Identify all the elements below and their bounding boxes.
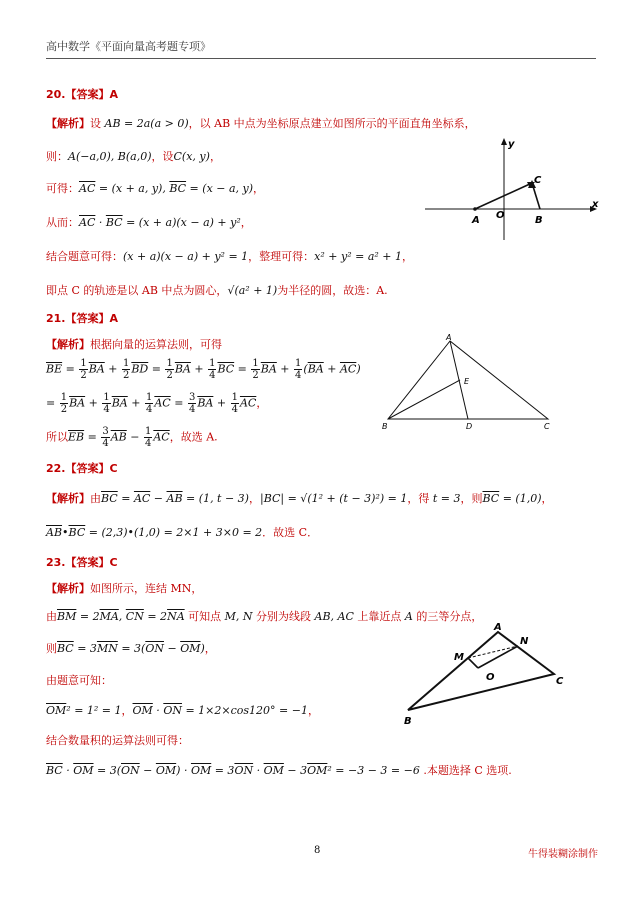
q23-label-o: O [486, 672, 495, 683]
q22-line2: $\overline{AB}•\overline{BC}$ = (2,3)•(1,0) = 2×1 + 3×0 = 2．故选 C． [46, 526, 319, 539]
q21-label-a: A [446, 333, 452, 342]
page-number: 8 [314, 845, 321, 856]
q23-label-a: A [494, 622, 502, 633]
q23-line-om [468, 658, 478, 668]
q23-line1: 【解析】如图所示，连结 MN， [46, 582, 203, 595]
q20-line1: 【解析】设 AB = 2a(a > 0)，以 AB 中点为坐标原点建立如图所示的平面直角坐标系， [46, 117, 476, 130]
q20-label-y: y [508, 139, 515, 150]
q22-answer: C [109, 462, 118, 475]
q20-heading [46, 86, 118, 102]
q21-line-be [388, 380, 460, 419]
q23-triangle [408, 632, 554, 710]
q21-line4: 所以$\overline{EB}$ = $\frac{3}{4}$ $\overline{AB}$ − $\frac{1}{4}$ $\overline{AC}$，故选 A. [46, 426, 218, 449]
q23-label-b: B [404, 716, 412, 727]
header-rule [46, 58, 596, 59]
q21-line2: $\overline{BE}$ = $\frac{1}{2}$ $\overline{BA}$ + $\frac{1}{2}$ $\overline{BD}$ = $\frac{1}{2}$ $\overline{BA}$ + $\frac{1}{4}$ $\overline{BC}$ = $\frac{1}{2}$ $\overline{BA}$ + $\frac{1}{4}$ $(\overline{BA} + \overline{AC})$ [46, 358, 361, 381]
q20-num: 20. [46, 88, 66, 101]
q21-label-d: D [466, 422, 473, 431]
q23-line-on [478, 646, 518, 668]
q21-heading: 21.【答案】A [46, 312, 119, 325]
q21-answer: A [109, 312, 119, 325]
q23-answer: C [109, 556, 118, 569]
q20-label-o: O [496, 210, 505, 221]
footer-credit: 牛得装糊涂制作 [528, 849, 598, 860]
q20-answer: A [109, 88, 119, 101]
q21-line3: = $\frac{1}{2}$ $\overline{BA}$ + $\frac{1}{4}$ $\overline{BA}$ + $\frac{1}{4}$ $\overline{AC}$ = $\frac{3}{4}$ $\overline{BA}$ + $\frac{1}{4}$ $\overline{AC}$， [46, 392, 268, 415]
q23-figure [396, 618, 576, 730]
q23-line5: $\overline{OM}^2 = 1^2 = 1$，$\overline{OM} \cdot \overline{ON} = 1\times 2\times\cos 120^\circ = -1$， [46, 704, 319, 717]
q20-y-arrow [501, 138, 507, 145]
q20-figure [420, 135, 600, 245]
q21-label-b: B [382, 422, 388, 431]
q22-line1: 【解析】由$\overline{BC} = \overline{AC} - \overline{AB} = (1$, t − 3)，|BC| = √(1² + (t − 3)²) = 1，得 t = 3，则$\overline{BC} = (1,0)$， [46, 492, 553, 505]
q20-label-a: A [472, 215, 480, 226]
q23-heading: 23.【答案】C [46, 556, 118, 569]
q20-answer-label: 【答案】 [65, 88, 110, 101]
q21-figure [380, 333, 560, 433]
q22-heading: 22.【答案】C [46, 462, 118, 475]
q20-line4: 从而：$\overline{AC} \cdot \overline{BC} = (x + a)(x - a) + y^2$， [46, 216, 252, 229]
q20-line6: 即点 C 的轨迹是以 AB 中点为圆心，√(a² + 1)为半径的圆，故选：A. [46, 284, 388, 297]
q23-label-n: N [520, 636, 529, 647]
q23-line2: 由$\overline{BM} = 2\overline{MA}$, $\overline{CN} = 2\overline{NA}$ 可知点 M, N 分别为线段 AB, AC 上靠近点 A 的三等分点， [46, 610, 483, 623]
q23-line3: 则$\overline{BC} = 3\overline{MN} = 3(\overline{ON} - \overline{OM})$， [46, 642, 216, 655]
q21-label-c: C [544, 422, 550, 431]
q20-label-c: C [534, 175, 542, 186]
q23-line6: 结合数量积的运算法则可得： [46, 734, 189, 747]
q20-label-x: x [592, 199, 599, 210]
q20-line2: 则：A(−a,0), B(a,0)，设C(x, y)， [46, 150, 221, 163]
page-header: 高中数学《平面向量高考题专项》 [46, 40, 211, 53]
q23-label-c: C [556, 676, 564, 687]
q23-line7: $\overline{BC} \cdot \overline{OM} = 3(\overline{ON} - \overline{OM}) \cdot \overline{OM} = 3\overline{ON} \cdot \overline{OM} - 3\overline{OM}^2 = -3 - 3 = -6$ .本题选择 C 选项. [46, 764, 512, 777]
q23-label-m: M [454, 652, 464, 663]
q21-label-e: E [464, 377, 470, 386]
q20-line5: 结合题意可得：(x + a)(x − a) + y² = 1，整理可得：x² + y² = a² + 1， [46, 250, 413, 263]
q23-line4: 由题意可知： [46, 674, 112, 687]
q21-line1: 【解析】根据向量的运算法则，可得 [46, 338, 222, 351]
q20-point-a [473, 207, 477, 211]
q20-label-b: B [535, 215, 543, 226]
q20-analysis-label: 【解析】 [46, 117, 90, 130]
q20-line3: 可得：$\overline{AC} = (x + a$, y), $\overline{BC} = (x - a$, y)， [46, 182, 265, 195]
